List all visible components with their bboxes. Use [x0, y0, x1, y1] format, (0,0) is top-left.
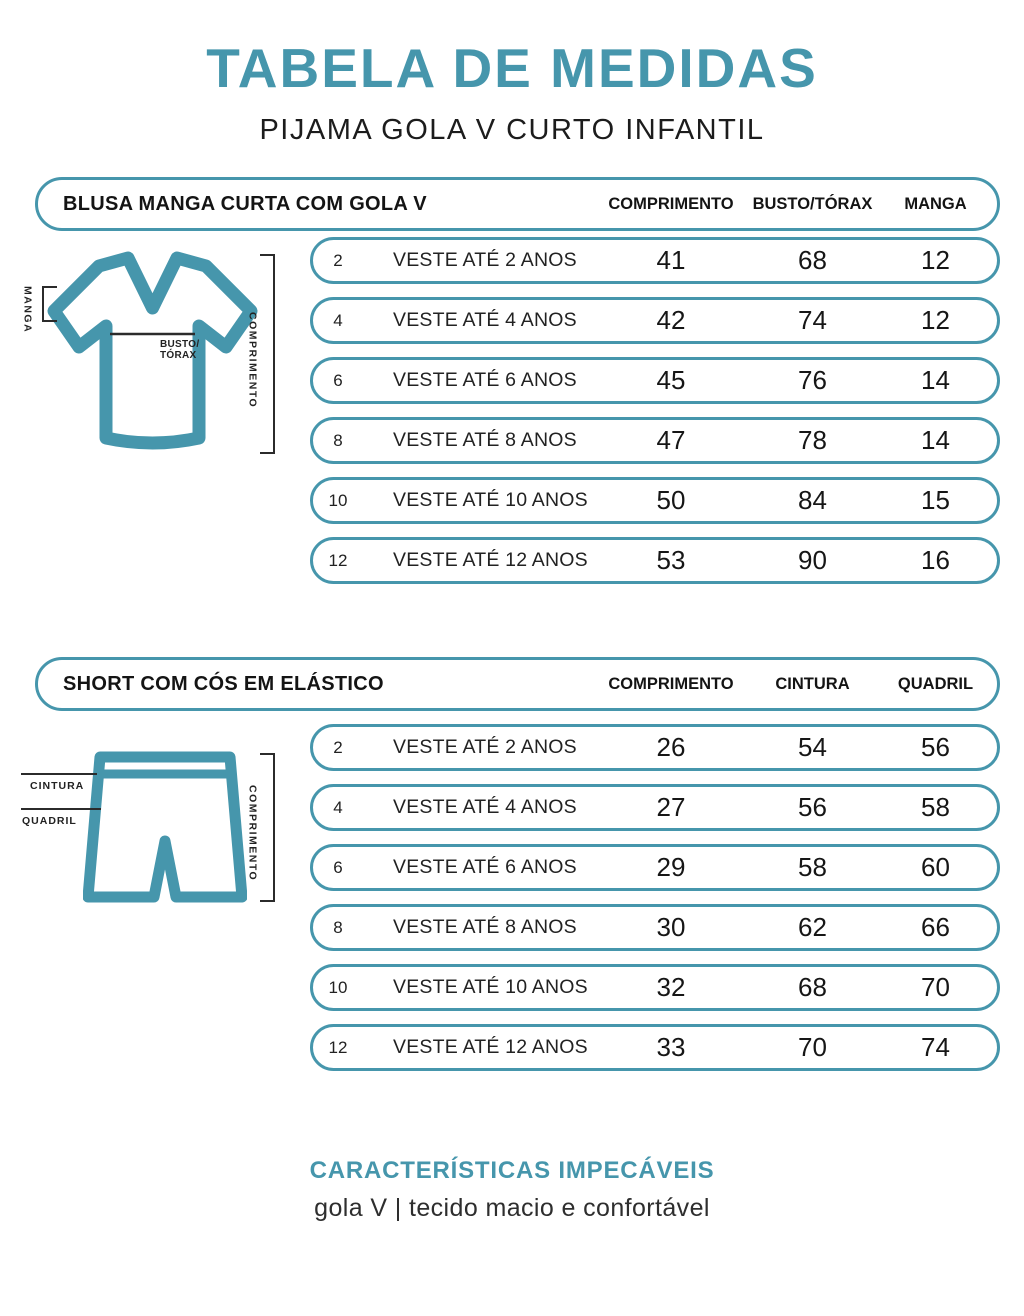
- busto-torax-value: 74: [798, 305, 827, 335]
- table-row: [310, 784, 1000, 831]
- column-header-comprimento: COMPRIMENTO: [608, 194, 734, 213]
- size-cell: 6: [333, 857, 343, 877]
- cintura-value: 62: [798, 912, 827, 942]
- section-header-blusa: [35, 177, 1000, 231]
- length-bracket: [260, 254, 275, 454]
- size-cell: 4: [333, 797, 343, 817]
- comprimento-value: 26: [656, 732, 686, 762]
- hip-measure-line: [21, 808, 101, 810]
- footer-heading: CARACTERÍSTICAS IMPECÁVEIS: [309, 1157, 715, 1184]
- size-cell: 4: [333, 310, 343, 330]
- size-cell: 12: [328, 1037, 348, 1057]
- page-title: TABELA DE MEDIDAS: [206, 37, 818, 99]
- size-cell: 6: [333, 370, 343, 390]
- section-body-blusa: [21, 237, 1000, 584]
- cintura-value: 68: [798, 972, 827, 1002]
- age-label: VESTE ATÉ 8 ANOS: [393, 429, 577, 451]
- column-headers-short: [591, 675, 997, 694]
- length-measure-label: COMPRIMENTO: [246, 785, 259, 882]
- waist-measure-label: CINTURA: [30, 780, 85, 792]
- table-row: [310, 1024, 1000, 1071]
- age-label: VESTE ATÉ 4 ANOS: [393, 309, 577, 331]
- age-label: VESTE ATÉ 6 ANOS: [393, 369, 577, 391]
- age-label: VESTE ATÉ 12 ANOS: [393, 549, 588, 571]
- manga-value: 12: [921, 305, 950, 335]
- quadril-value: 66: [921, 912, 950, 942]
- size-cell: 10: [328, 490, 348, 510]
- table-row: [310, 537, 1000, 584]
- table-row: [310, 477, 1000, 524]
- short-rows: [310, 724, 1000, 1071]
- age-label: VESTE ATÉ 8 ANOS: [393, 916, 577, 938]
- table-row: [310, 844, 1000, 891]
- size-cell: 12: [328, 550, 348, 570]
- size-cell: 8: [333, 917, 343, 937]
- size-chart-page: [0, 36, 1024, 1223]
- section-title-blusa: BLUSA MANGA CURTA COM GOLA V: [63, 192, 427, 215]
- section-blusa: [21, 177, 1000, 584]
- table-row: [310, 904, 1000, 951]
- cintura-value: 70: [798, 1032, 827, 1062]
- age-label: VESTE ATÉ 10 ANOS: [393, 976, 588, 998]
- blusa-rows: [310, 237, 1000, 584]
- footer-subheading: gola V | tecido macio e confortável: [314, 1194, 710, 1222]
- quadril-value: 58: [921, 792, 950, 822]
- waist-measure-line: [21, 773, 97, 775]
- section-header-short: [35, 657, 1000, 711]
- manga-value: 14: [921, 365, 950, 395]
- manga-value: 14: [921, 425, 950, 455]
- age-label: VESTE ATÉ 6 ANOS: [393, 856, 577, 878]
- age-label: VESTE ATÉ 2 ANOS: [393, 249, 577, 271]
- comprimento-value: 33: [656, 1032, 686, 1062]
- column-header-quadril: QUADRIL: [897, 674, 974, 693]
- cintura-value: 54: [798, 732, 827, 762]
- comprimento-value: 32: [656, 972, 686, 1002]
- quadril-value: 70: [921, 972, 950, 1002]
- busto-torax-value: 76: [798, 365, 827, 395]
- size-cell: 2: [333, 250, 343, 270]
- comprimento-value: 47: [656, 425, 686, 455]
- comprimento-value: 27: [656, 792, 686, 822]
- sleeve-bracket: [42, 286, 57, 322]
- comprimento-value: 45: [656, 365, 686, 395]
- column-header-manga: MANGA: [904, 194, 967, 213]
- age-label: VESTE ATÉ 4 ANOS: [393, 796, 577, 818]
- manga-value: 12: [921, 245, 950, 275]
- section-short: [22, 657, 1000, 1071]
- length-bracket: [260, 753, 275, 902]
- cintura-value: 56: [798, 792, 827, 822]
- manga-value: 15: [921, 485, 950, 515]
- quadril-value: 60: [921, 852, 950, 882]
- comprimento-value: 50: [656, 485, 686, 515]
- table-row: [310, 357, 1000, 404]
- busto-torax-value: 84: [798, 485, 827, 515]
- comprimento-value: 30: [656, 912, 686, 942]
- column-header-comprimento: COMPRIMENTO: [608, 674, 734, 693]
- quadril-value: 56: [921, 732, 950, 762]
- size-cell: 8: [333, 430, 343, 450]
- age-label: VESTE ATÉ 12 ANOS: [393, 1036, 588, 1058]
- shorts-icon: [83, 749, 247, 904]
- busto-torax-value: 68: [798, 245, 827, 275]
- tshirt-measurement-diagram: [10, 249, 310, 461]
- comprimento-value: 53: [656, 545, 686, 575]
- table-row: [310, 964, 1000, 1011]
- shorts-measurement-diagram: [10, 749, 310, 907]
- table-row: [310, 417, 1000, 464]
- age-label: VESTE ATÉ 10 ANOS: [393, 489, 588, 511]
- length-measure-label: COMPRIMENTO: [246, 312, 259, 409]
- comprimento-value: 41: [656, 245, 686, 275]
- hip-measure-label: QUADRIL: [22, 815, 77, 827]
- table-row: [310, 724, 1000, 771]
- comprimento-value: 42: [656, 305, 686, 335]
- column-headers-blusa: [591, 195, 997, 214]
- column-header-cintura: CINTURA: [775, 674, 850, 693]
- tshirt-icon: [45, 249, 260, 454]
- size-cell: 10: [328, 977, 348, 997]
- comprimento-value: 29: [656, 852, 686, 882]
- page-subtitle: PIJAMA GOLA V CURTO INFANTIL: [259, 114, 765, 146]
- column-header-busto-torax: BUSTO/TÓRAX: [752, 194, 873, 213]
- section-title-short: SHORT COM CÓS EM ELÁSTICO: [63, 672, 384, 695]
- cintura-value: 58: [798, 852, 827, 882]
- quadril-value: 74: [921, 1032, 950, 1062]
- footer: [0, 1157, 1024, 1223]
- chest-measure-label: BUSTO/ TÓRAX: [160, 339, 200, 361]
- busto-torax-value: 90: [798, 545, 827, 575]
- section-body-short: [22, 724, 1000, 1071]
- busto-torax-value: 78: [798, 425, 827, 455]
- size-cell: 2: [333, 737, 343, 757]
- manga-value: 16: [921, 545, 950, 575]
- age-label: VESTE ATÉ 2 ANOS: [393, 736, 577, 758]
- table-row: [310, 237, 1000, 284]
- table-row: [310, 297, 1000, 344]
- sleeve-measure-label: MANGA: [21, 286, 34, 334]
